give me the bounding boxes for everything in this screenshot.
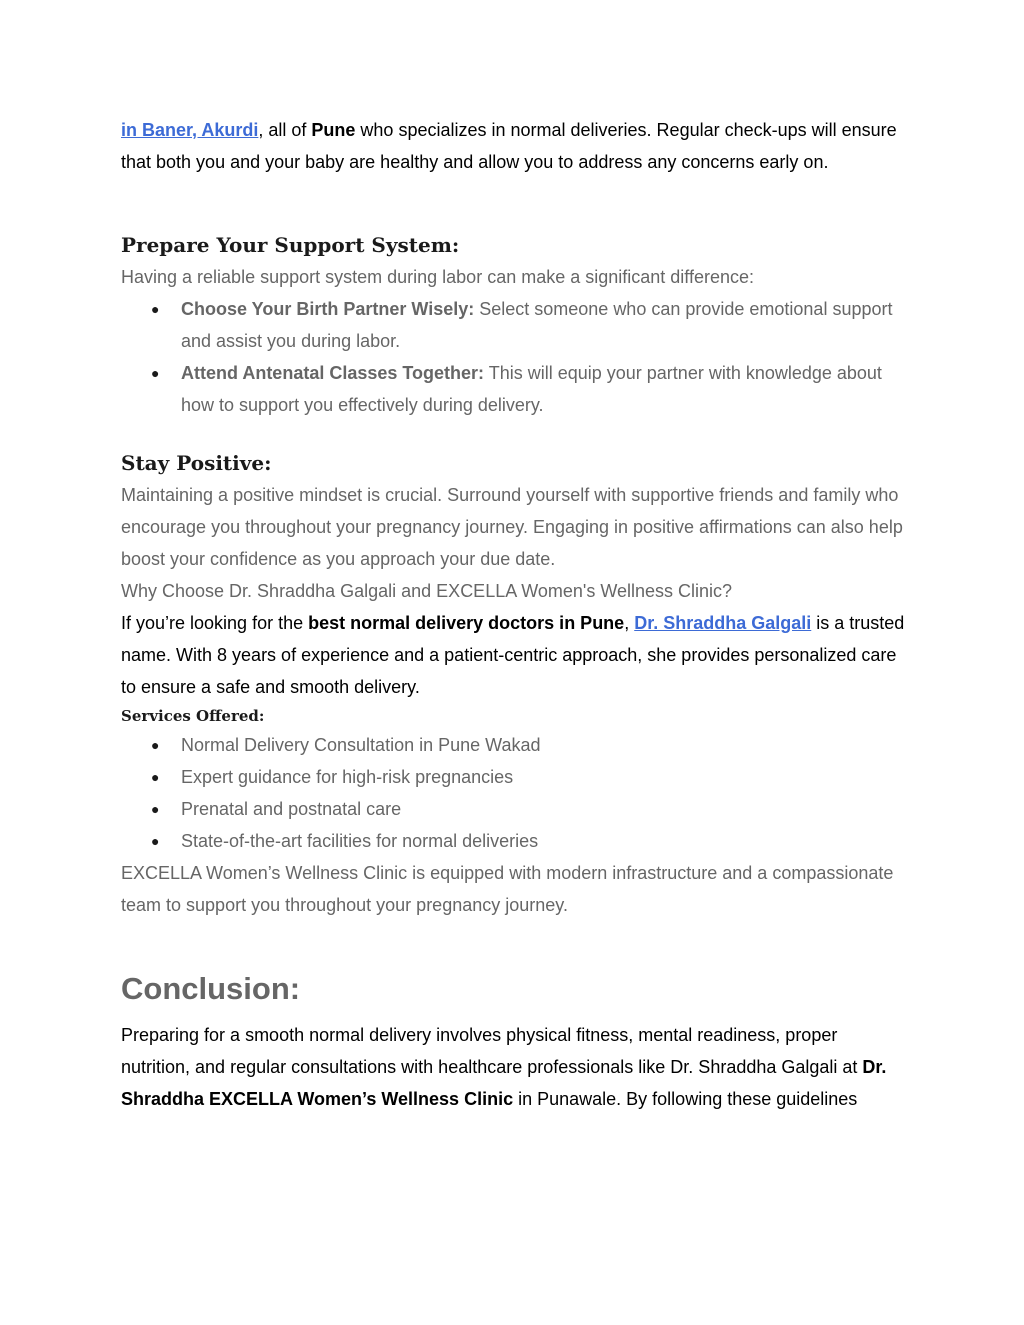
service-item: State-of-the-art facilities for normal deliveries [181,831,539,851]
list-item [121,293,911,357]
why-choose-line: Why Choose Dr. Shraddha Galgali and EXCELLA Women's Wellness Clinic? [121,581,733,601]
services-closing: EXCELLA Women’s Wellness Clinic is equipped with modern infrastructure and a compassionate team to support you throughout your pregnancy journey. [121,863,894,915]
bullet-icon: ● [151,365,160,381]
service-item: Expert guidance for high-risk pregnancies [181,767,514,787]
list-item-bold: Choose Your Birth Partner Wisely: [181,299,475,319]
conclusion-text-2: in Punawale. By following these guidelines [513,1089,858,1109]
service-item: Normal Delivery Consultation in Pune Wakad [181,735,541,755]
bullet-icon: ● [151,301,160,317]
intro-paragraph [121,114,911,178]
intro-text-2: who specializes in normal deliveries. Regular check-ups will ensure that both you and your baby are healthy and allow you to address any concerns early on. [121,120,897,172]
support-list [121,293,911,421]
positive-heading: Stay Positive: [121,451,272,475]
list-item [121,793,911,825]
bullet-icon: ● [151,801,160,817]
positive-paragraph: Maintaining a positive mindset is crucial. Surround yourself with supportive friends and family who encourage you throughout your pregnancy journey. Engaging in positive affirmations can also help boost your confidence as you approach your due date. [121,485,903,569]
list-item [121,761,911,793]
dr-shraddha-galgali-link[interactable]: Dr. Shraddha Galgali [634,613,812,633]
intro-text-1: , all of [258,120,312,140]
list-item [121,825,911,857]
bullet-icon: ● [151,769,160,785]
bullet-icon: ● [151,737,160,753]
choose-text-2: , [624,613,635,633]
choose-bold: best normal delivery doctors in Pune [308,613,625,633]
services-list [121,729,911,857]
list-item [121,729,911,761]
support-lead: Having a reliable support system during labor can make a significant difference: [121,267,755,287]
bullet-icon: ● [151,833,160,849]
document-page [121,114,911,1115]
choose-text-1: If you’re looking for the [121,613,309,633]
conclusion-paragraph [121,1019,911,1115]
support-heading: Prepare Your Support System: [121,233,460,257]
choose-paragraph [121,607,911,703]
list-item-text: This will equip your partner with knowledge about how to support you effectively during delivery. [181,363,882,415]
list-item-bold: Attend Antenatal Classes Together: [181,363,485,383]
conclusion-heading: Conclusion: [121,971,301,1006]
conclusion-text-1: Preparing for a smooth normal delivery involves physical fitness, mental readiness, proper nutrition, and regular consultations with healthcare professionals like Dr. Shraddha Galgali at [121,1025,863,1077]
intro-bold-pune: Pune [311,120,356,140]
list-item-text: Select someone who can provide emotional support and assist you during labor. [181,299,893,351]
list-item [121,357,911,421]
service-item: Prenatal and postnatal care [181,799,402,819]
conclusion-bold: Dr. Shraddha EXCELLA Women’s Wellness Clinic [121,1057,887,1109]
baner-akurdi-link[interactable]: in Baner, Akurdi [121,120,259,140]
choose-text-3: is a trusted name. With 8 years of experience and a patient-centric approach, she provides personalized care to ensure a safe and smooth delivery. [121,613,905,697]
services-heading: Services Offered: [121,707,265,725]
